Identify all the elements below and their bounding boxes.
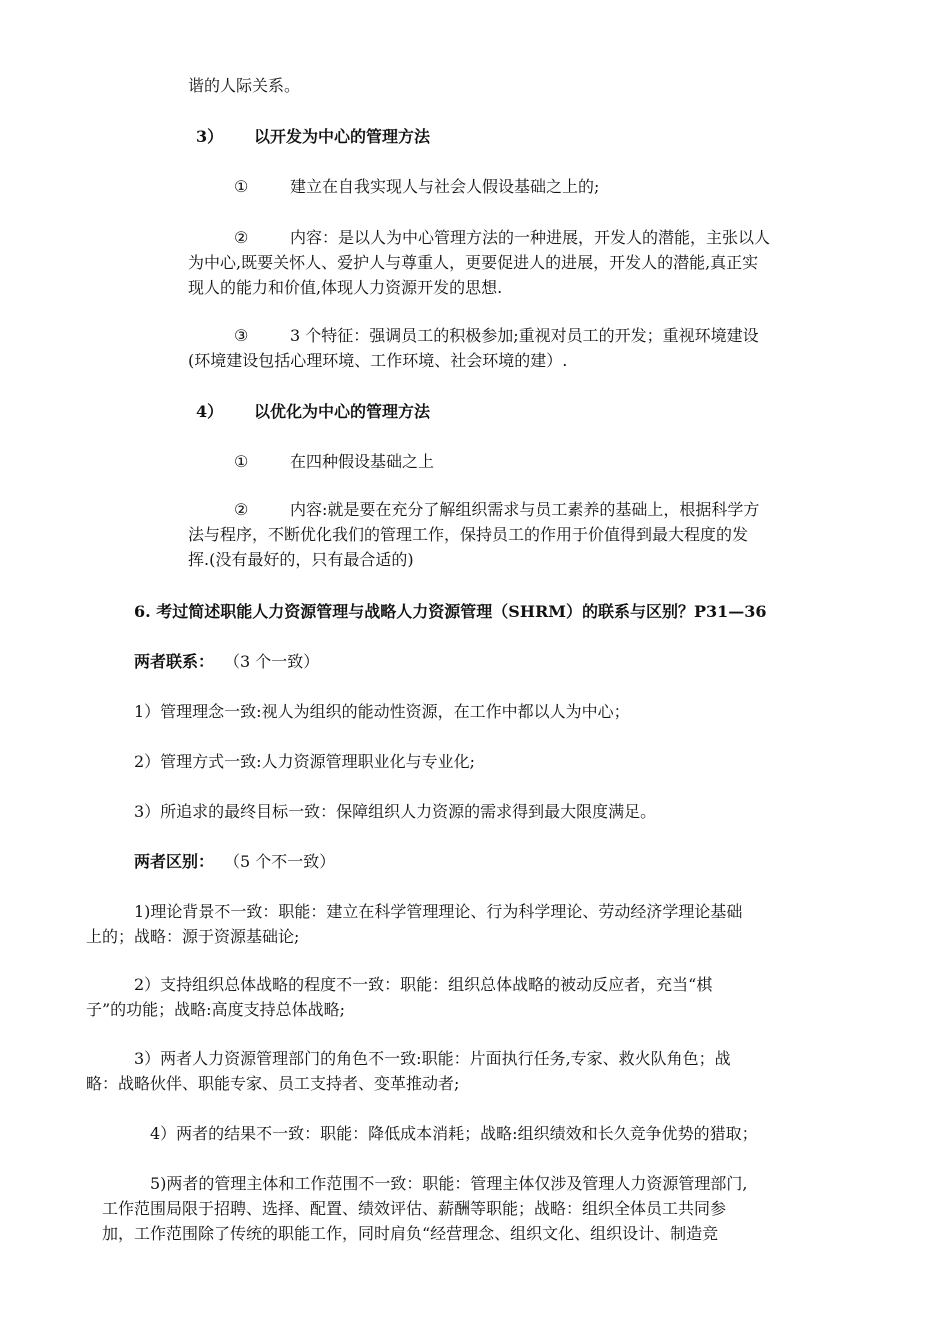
diff-item-1-line-1: 1)理论背景不一致：职能：建立在科学管理理论、行为科学理论、劳动经济学理论基础 (134, 902, 743, 921)
diff-item-3-line-2: 略：战略伙伴、职能专家、员工支持者、变革推动者; (86, 1074, 460, 1093)
intro-tail-text: 谐的人际关系。 (188, 76, 301, 95)
link-item-1: 1）管理理念一致:视人为组织的能动性资源，在工作中都以人为中心； (134, 702, 630, 721)
diff-item-4-line-1: 4）两者的结果不一致：职能：降低成本消耗；战略:组织绩效和长久竞争优势的猎取； (150, 1124, 758, 1143)
link-item-2: 2）管理方式一致:人力资源管理职业化与专业化; (134, 752, 475, 771)
s3-item-1 (234, 175, 599, 199)
diff-item-5-line-3: 加，工作范围除了传统的职能工作，同时肩负“经营理念、组织文化、组织设计、制造竞 (102, 1224, 719, 1243)
link-item-3: 3）所追求的最终目标一致：保障组织人力资源的需求得到最大限度满足。 (134, 802, 657, 821)
link-note: （3 个一致） (224, 652, 320, 671)
s3-item-2-line-3: 现人的能力和价值,体现人力资源开发的思想. (188, 278, 503, 297)
section-3-heading (196, 125, 430, 149)
diff-item-2-line-2: 子”的功能；战略:高度支持总体战略; (86, 1000, 345, 1019)
s3-item-2-line-1: 内容：是以人为中心管理方法的一种进展，开发人的潜能，主张以人 (290, 228, 771, 247)
section-4-heading (196, 400, 430, 424)
diff-item-2-line-1: 2）支持组织总体战略的程度不一致：职能：组织总体战略的被动反应者，充当“棋 (134, 975, 713, 994)
s4-item-2 (234, 498, 759, 522)
s4-item-1 (234, 450, 434, 474)
diff-item-3-line-1: 3）两者人力资源管理部门的角色不一致:职能：片面执行任务,专家、救火队角色；战 (134, 1049, 731, 1068)
s3-item-3-line-2: (环境建设包括心理环境、工作环境、社会环境的建）. (188, 351, 568, 370)
diff-item-5-line-2: 工作范围局限于招聘、选择、配置、绩效评估、薪酬等职能；战略：组织全体员工共同参 (102, 1199, 727, 1218)
question-6-heading: 6. 考过简述职能人力资源管理与战略人力资源管理（SHRM）的联系与区别？P31—36 (134, 602, 767, 621)
s3-item-2 (234, 226, 770, 250)
circled-3-marker: ③ (234, 326, 249, 345)
link-heading (134, 650, 319, 674)
diff-heading (134, 850, 335, 874)
s3-item-3-line-1: 3 个特征：强调员工的积极参加;重视对员工的开发；重视环境建设 (290, 326, 759, 345)
circled-1-marker: ① (234, 452, 249, 471)
s3-item-1-text: 建立在自我实现人与社会人假设基础之上的; (290, 177, 600, 196)
section-4-number: 4） (196, 402, 224, 421)
s4-item-2-line-2: 法与程序，不断优化我们的管理工作，保持员工的作用于价值得到最大程度的发 (188, 525, 749, 544)
circled-2-marker: ② (234, 228, 249, 247)
diff-note: （5 个不一致） (224, 852, 336, 871)
diff-item-5-line-1: 5)两者的管理主体和工作范围不一致：职能：管理主体仅涉及管理人力资源管理部门, (150, 1174, 748, 1193)
s3-item-3 (234, 324, 759, 348)
section-4-title: 以优化为中心的管理方法 (254, 402, 431, 421)
section-3-number: 3） (196, 127, 224, 146)
link-label: 两者联系： (134, 652, 215, 671)
s4-item-1-text: 在四种假设基础之上 (290, 452, 435, 471)
section-3-title: 以开发为中心的管理方法 (254, 127, 431, 146)
diff-label: 两者区别： (134, 852, 215, 871)
circled-1-marker: ① (234, 177, 249, 196)
diff-item-1-line-2: 上的；战略：源于资源基础论; (86, 927, 300, 946)
s4-item-2-line-3: 挥.(没有最好的，只有最合适的) (188, 550, 414, 569)
s4-item-2-line-1: 内容:就是要在充分了解组织需求与员工素养的基础上，根据科学方 (290, 500, 760, 519)
s3-item-2-line-2: 为中心,既要关怀人、爱护人与尊重人，更要促进人的进展，开发人的潜能,真正实 (188, 253, 759, 272)
circled-2-marker: ② (234, 500, 249, 519)
